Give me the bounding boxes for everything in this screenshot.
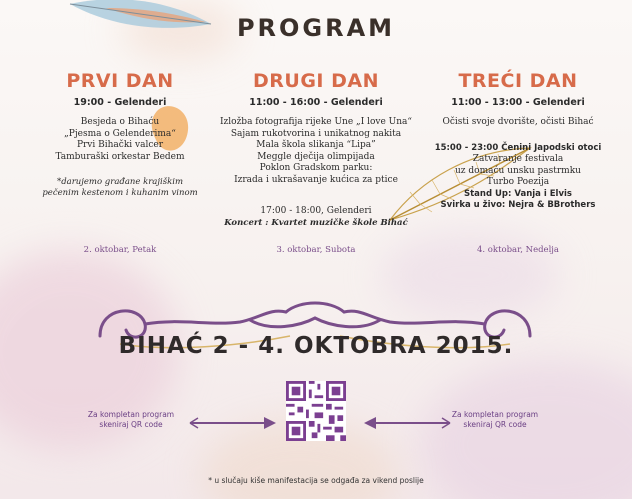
qr-note-right	[430, 410, 560, 430]
program-time: 15:00 - 23:00 Čenini Japodski otoci	[434, 142, 602, 153]
program-time: 17:00 - 18:00, Gelenderi	[260, 206, 372, 216]
program-item: Prvi Bihački valcer	[76, 140, 164, 150]
day-date: 4. oktobar, Nedelja	[476, 245, 560, 255]
program-item: Izrada i ukrašavanje kućica za ptice	[234, 174, 398, 185]
program-item: „Pjesma o Gelenderima“	[64, 128, 176, 139]
program-item: uz domaću unsku pastrmku	[455, 165, 581, 176]
program-concert	[216, 218, 416, 230]
qr-note-line: skeniraj QR code	[99, 420, 163, 429]
program-item: Izložba fotografija rijeke Une „I love Una“	[219, 117, 413, 127]
program-standup: Stand Up: Vanja i Elvis	[464, 188, 572, 199]
day-time: 11:00 - 16:00 - Gelenderi	[249, 97, 383, 108]
qr-note-left	[66, 410, 196, 430]
qr-note-line: Za kompletan program	[87, 410, 175, 419]
day-title: TREĆI DAN	[458, 70, 578, 92]
program-item: Poklon Gradskom parku:	[259, 163, 373, 173]
page-title: PROGRAM	[236, 14, 396, 42]
program-item: Tamburaški orkestar Bedem	[55, 151, 185, 162]
day-column-1	[20, 70, 220, 199]
qr-code-icon[interactable]	[286, 381, 346, 441]
program-note: *darujemo građane krajiškim	[56, 177, 184, 187]
program-item: Mala škola slikanja “Lipa”	[256, 140, 376, 150]
day-date: 3. oktobar, Subota	[276, 245, 356, 255]
program-item: Sajam rukotvorina i unikatnog nakita	[230, 128, 402, 139]
qr-note-line: Za kompletan program	[451, 410, 539, 419]
day-column-2	[216, 70, 416, 229]
program-item: Turbo Poezija	[486, 177, 550, 187]
program-item: Očisti svoje dvorište, očisti Bihać	[442, 117, 594, 127]
day-time: 11:00 - 13:00 - Gelenderi	[451, 97, 585, 108]
day-title: DRUGI DAN	[253, 70, 379, 92]
arrow-icon	[188, 416, 278, 430]
footnote: * u slučaju kiše manifestacija se odgađa za vikend poslije	[208, 476, 424, 485]
day-time: 19:00 - Gelenderi	[73, 97, 167, 108]
program-item: Zatvaranje festivala	[472, 154, 564, 164]
day-date: 2. oktobar, Petak	[83, 245, 157, 255]
program-item: Besjeda o Bihaću	[80, 117, 160, 127]
day-column-3	[418, 70, 618, 212]
program-note: pečenim kestenom i kuhanim vinom	[42, 188, 198, 198]
day-title: PRVI DAN	[66, 70, 174, 92]
event-headline: BIHAĆ 2 - 4. OKTOBRA 2015.	[118, 333, 514, 359]
concert-label: Koncert :	[224, 217, 269, 228]
program-svirka: Svirka u živo: Nejra & BBrothers	[440, 200, 596, 210]
concert-name: Kvartet muzičke škole Bihać	[268, 217, 408, 228]
qr-note-line: skeniraj QR code	[463, 420, 527, 429]
program-item: Meggle dječija olimpijada	[257, 151, 375, 162]
